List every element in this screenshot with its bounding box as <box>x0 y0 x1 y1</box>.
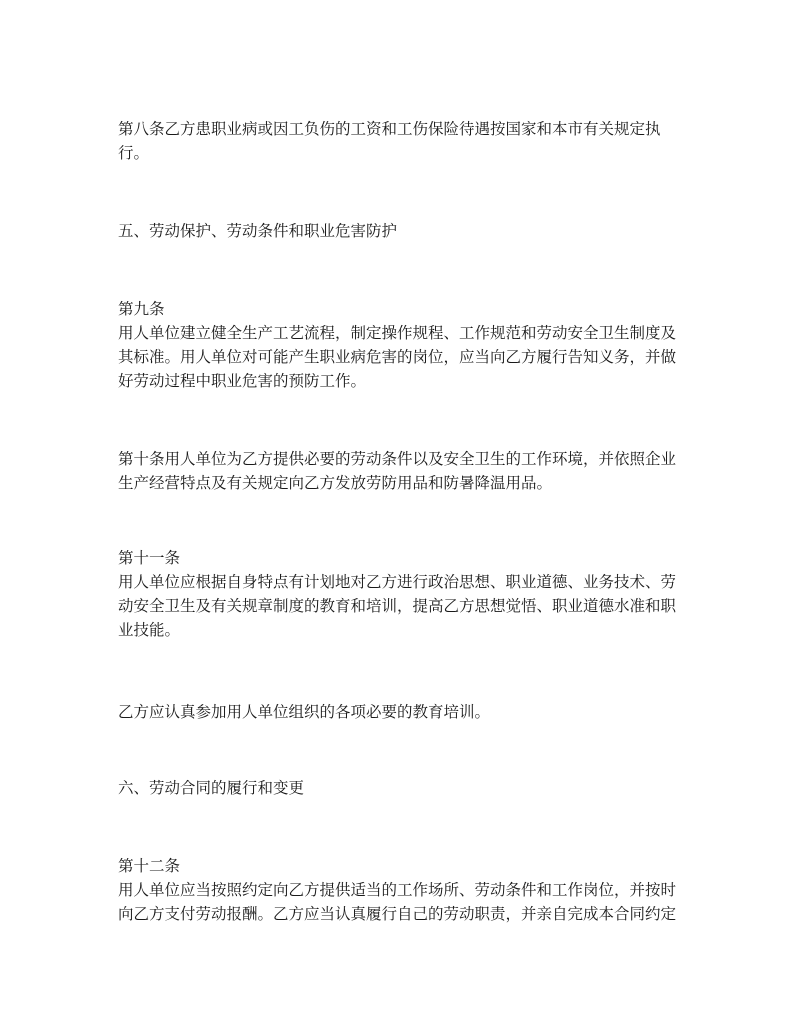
article-9-line-3: 好劳动过程中职业危害的预防工作。 <box>118 372 367 390</box>
article-9 <box>118 297 684 393</box>
article-11-line-2: 动安全卫生及有关规章制度的教育和培训，提高乙方思想觉悟、职业道德水准和职 <box>118 597 677 615</box>
article-12 <box>118 854 684 926</box>
article-10-line-1: 第十条用人单位为乙方提供必要的劳动条件以及安全卫生的工作环境，并依照企业 <box>118 450 677 468</box>
article-9-line-2: 其标准。用人单位对可能产生职业病危害的岗位，应当向乙方履行告知义务，并做 <box>118 348 677 366</box>
article-11-training-text: 乙方应认真参加用人单位组织的各项必要的教育培训。 <box>118 703 491 721</box>
article-12-line-2: 向乙方支付劳动报酬。乙方应当认真履行自己的劳动职责，并亲自完成本合同约定 <box>118 905 677 923</box>
article-12-line-1: 用人单位应当按照约定向乙方提供适当的工作场所、劳动条件和工作岗位，并按时 <box>118 881 677 899</box>
section-6-heading <box>118 776 684 800</box>
article-12-title: 第十二条 <box>118 857 181 875</box>
article-11-line-3: 业技能。 <box>118 621 181 639</box>
article-9-line-1: 用人单位建立健全生产工艺流程，制定操作规程、工作规范和劳动安全卫生制度及 <box>118 324 677 342</box>
article-8-line-1: 第八条乙方患职业病或因工负伤的工资和工伤保险待遇按国家和本市有关规定执 <box>118 120 661 138</box>
article-11-line-1: 用人单位应根据自身特点有计划地对乙方进行政治思想、职业道德、业务技术、劳 <box>118 573 677 591</box>
section-6-heading-text: 六、劳动合同的履行和变更 <box>118 779 305 797</box>
section-5-heading <box>118 219 684 243</box>
article-11-title: 第十一条 <box>118 549 181 567</box>
article-10 <box>118 447 684 495</box>
article-11-training <box>118 700 684 724</box>
article-8 <box>118 117 684 165</box>
article-9-title: 第九条 <box>118 300 165 318</box>
article-8-line-2: 行。 <box>118 144 150 162</box>
article-10-line-2: 生产经营特点及有关规定向乙方发放劳防用品和防暑降温用品。 <box>118 474 553 492</box>
article-11 <box>118 546 684 642</box>
section-5-heading-text: 五、劳动保护、劳动条件和职业危害防护 <box>118 222 398 240</box>
